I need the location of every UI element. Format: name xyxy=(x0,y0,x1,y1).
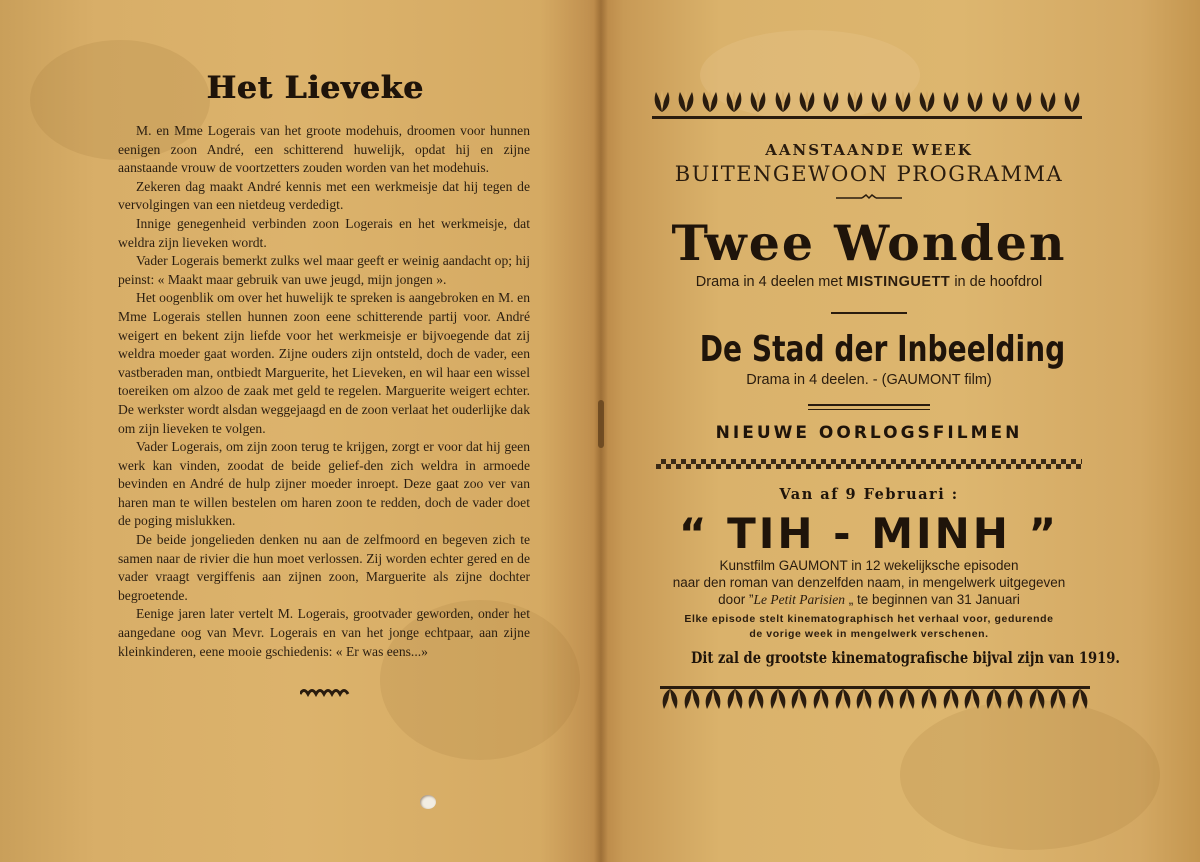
page-title: Het Lieveke xyxy=(206,70,424,106)
tagline: Dit zal de grootste kinematografische bijval zijn van 1919. xyxy=(691,648,1120,667)
leaf-ornament-icon xyxy=(746,689,766,713)
leaf-ornament-icon xyxy=(941,689,961,713)
leaf-ornament-icon xyxy=(833,689,853,713)
flourish-icon xyxy=(834,194,904,202)
subtitle-text: in de hoofdrol xyxy=(954,274,1043,290)
leaf-ornament-icon xyxy=(700,88,720,112)
story-paragraph: Zekeren dag maakt André kennis met een werkmeisje dat hij tegen de vervolgingen van een nietdeug verdedigt. xyxy=(118,178,530,213)
leaf-ornament-icon xyxy=(724,88,744,112)
leaf-ornament-row-bottom xyxy=(660,689,1090,715)
punch-hole xyxy=(420,795,436,809)
leaf-ornament-icon xyxy=(1070,689,1090,713)
leaf-ornament-icon xyxy=(965,88,985,112)
leaf-ornament-icon xyxy=(789,689,809,713)
leaf-ornament-icon xyxy=(676,88,696,112)
film-title-twee-wonden: Twee Wonden xyxy=(671,214,1067,272)
leaf-ornament-icon xyxy=(1027,689,1047,713)
leaf-ornament-icon xyxy=(919,689,939,713)
story-paragraph: M. en Mme Logerais van het groote modehuis, droomen voor hunnen eenigen zoon André, een schitterend huwelijk, opdat hij en zijne aanstaande vrouw de voortzetters zouden worden van het modehuis. xyxy=(118,123,530,176)
top-rule xyxy=(652,116,1082,119)
film-subtitle xyxy=(652,274,1086,290)
checker-rule xyxy=(656,459,1082,469)
leaf-ornament-icon xyxy=(917,88,937,112)
leaf-ornament-icon xyxy=(854,689,874,713)
double-rule xyxy=(808,404,930,410)
story-paragraph: Vader Logerais, om zijn zoon terug te krijgen, zorgt er voor dat hij geen werk kan vinden, zoodat de beide gelief-den zich weldra in armoede bevinden en André de hulp zijner moeder inroept. Deze gaat zoo ver van haren man te willen bestelen om haren zoon te redden, doch de vader doet de poging mislukken. xyxy=(118,439,530,529)
description-text: „ te beginnen van 31 Januari xyxy=(844,592,1020,607)
leaf-ornament-icon xyxy=(1062,88,1082,112)
episode-note xyxy=(652,612,1086,642)
leaf-ornament-icon xyxy=(821,88,841,112)
story-paragraph: De beide jongelieden denken nu aan de zelfmoord en begeven zich te samen naar de rivier die hun moet verlossen. Zij worden echter gered en de vader vraagt vergiffenis aan zijnen zoon, Marguerite als zijne dochter begroetende. xyxy=(118,532,530,603)
end-ornament-icon xyxy=(300,687,350,697)
film-description: Kunstfilm GAUMONT in 12 wekelijksche episoden xyxy=(719,558,1019,573)
leaf-ornament-icon xyxy=(869,88,889,112)
leaf-ornament-icon xyxy=(984,689,1004,713)
episode-note-line: Elke episode stelt kinematographisch het verhaal voor, gedurende xyxy=(684,613,1054,625)
story-paragraph: Eenige jaren later vertelt M. Logerais, grootvader geworden, onder het aangedane oog van Mevr. Logerais en van het jonge echtpaar, aan zijne kleinkinderen, eene mooie gschiedenis: « Er was eens...» xyxy=(118,606,530,659)
leaf-ornament-icon xyxy=(773,88,793,112)
leaf-ornament-icon xyxy=(811,689,831,713)
leaf-ornament-icon xyxy=(962,689,982,713)
leaf-ornament-icon xyxy=(682,689,702,713)
film-subtitle: Drama in 4 deelen. - (GAUMONT film) xyxy=(746,372,992,388)
leaf-ornament-icon xyxy=(1038,88,1058,112)
leaf-ornament-icon xyxy=(703,689,723,713)
description-text: door ” xyxy=(718,592,754,607)
left-page xyxy=(100,70,530,697)
film-title-de-stad-der-inbeelding: De Stad der Inbeelding xyxy=(699,329,1066,370)
leaf-ornament-icon xyxy=(1005,689,1025,713)
leaf-ornament-icon xyxy=(941,88,961,112)
leaf-ornament-icon xyxy=(893,88,913,112)
leaf-ornament-icon xyxy=(768,689,788,713)
story-text xyxy=(118,122,530,661)
leaf-ornament-icon xyxy=(1048,689,1068,713)
leaf-ornament-icon xyxy=(652,88,672,112)
leaf-ornament-icon xyxy=(660,689,680,713)
leaf-ornament-icon xyxy=(1014,88,1034,112)
upcoming-label: AANSTAANDE WEEK xyxy=(765,141,973,159)
leaf-ornament-icon xyxy=(748,88,768,112)
divider xyxy=(831,312,907,314)
star-name: MISTINGUETT xyxy=(846,274,951,290)
program-label: BUITENGEWOON PROGRAMMA xyxy=(674,162,1064,186)
subtitle-text: Drama in 4 deelen met xyxy=(695,274,843,290)
war-films-heading: NIEUWE OORLOGSFILMEN xyxy=(715,423,1023,443)
leaf-ornament-icon xyxy=(876,689,896,713)
leaf-ornament-icon xyxy=(845,88,865,112)
publication-name: Le Petit Parisien xyxy=(753,592,845,607)
film-description: naar den roman van denzelfden naam, in mengelwerk uitgegeven xyxy=(672,575,1066,590)
paper-tear xyxy=(598,400,604,448)
episode-note-line: de vorige week in mengelwerk verschenen. xyxy=(749,628,989,640)
film-title-tih-minh: “ TIH - MINH ” xyxy=(678,509,1060,558)
right-page xyxy=(652,82,1120,715)
start-date: Van af 9 Februari : xyxy=(779,486,959,503)
leaf-ornament-icon xyxy=(797,88,817,112)
leaf-ornament-icon xyxy=(725,689,745,713)
leaf-ornament-icon xyxy=(897,689,917,713)
story-paragraph: Het oogenblik om over het huwelijk te spreken is aangebroken en M. en Mme Logerais stellen hunnen zoon eene schitterende partij voor. André weigert en bekent zijn liefde voor het werkmeisje er bijvoegende dat zij weldra moeder gaat worden. Zijne ouders zijn ontsteld, doch de vader, een vastberaden man, ontbiedt Marguerite, het Lieveken, en wil haar een wissel toereiken om alzoo de zaak met geld te regelen. Marguerite weigert echter. De werkster wordt alsdan weggejaagd en de zoon verlaat het ouderlijke dak om zijn lieveken te volgen. xyxy=(118,290,530,436)
story-paragraph: Innige genegenheid verbinden zoon Logerais en het werkmeisje, dat weldra zijn lieveken wordt. xyxy=(118,215,530,250)
story-paragraph: Vader Logerais bemerkt zulks wel maar geeft er weinig aandacht op; hij peinst: « Maakt maar gebruik van uwe jeugd, mijn jongen ». xyxy=(118,253,530,287)
leaf-ornament-row-top xyxy=(652,82,1082,112)
leaf-ornament-icon xyxy=(990,88,1010,112)
film-description xyxy=(652,591,1086,608)
